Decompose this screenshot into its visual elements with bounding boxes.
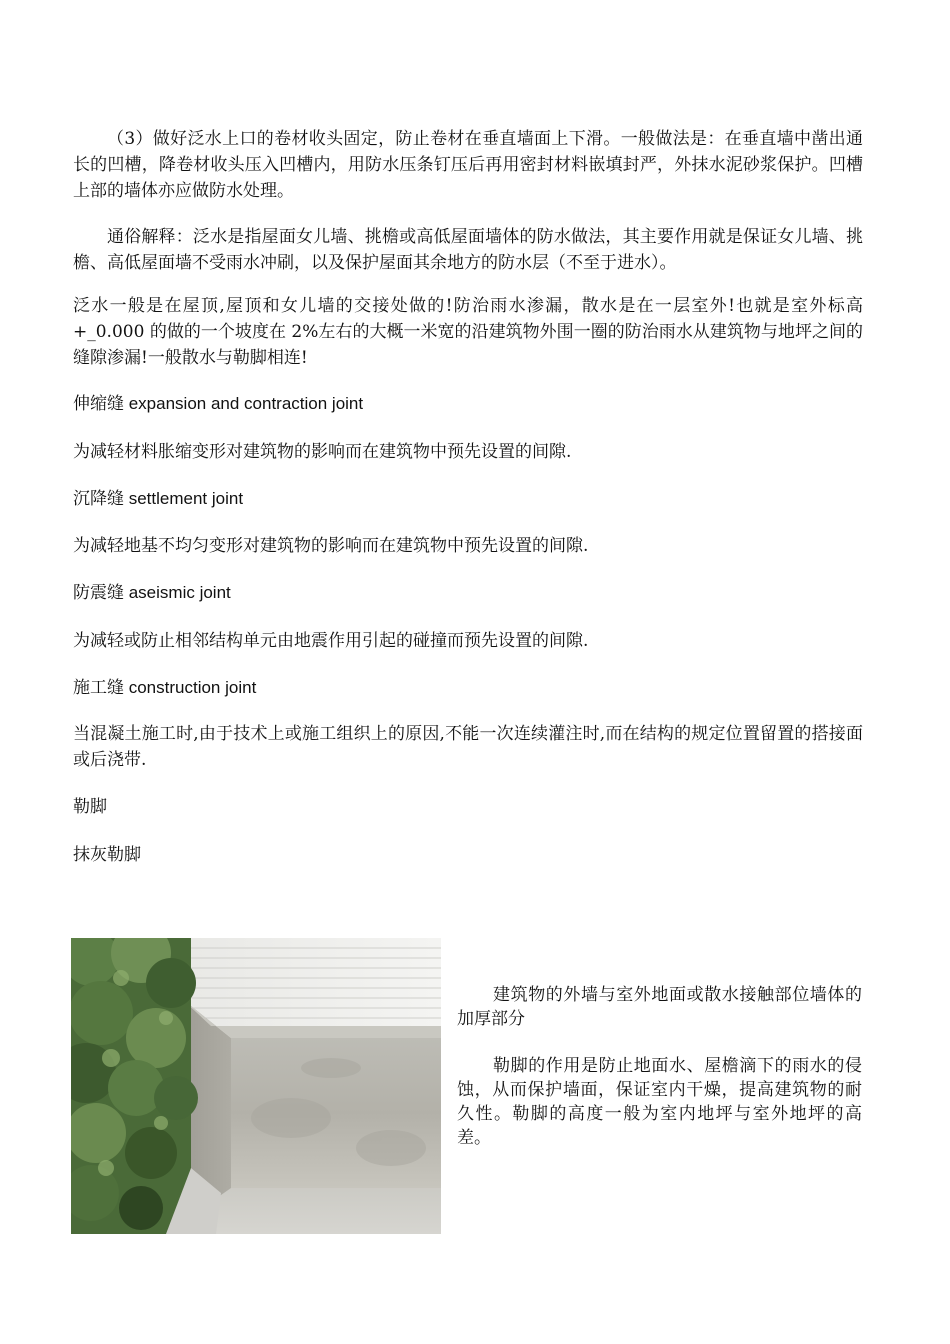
- plinth-function: 勒脚的作用是防止地面水、屋檐滴下的雨水的侵蚀，从而保护墙面，保证室内干燥，提高建筑物的耐久性。勒脚的高度一般为室内地坪与室外地坪的高差。: [457, 1056, 862, 1148]
- definition-settlement-joint: 为减轻地基不均匀变形对建筑物的影响而在建筑物中预先设置的间隙.: [73, 536, 589, 556]
- plinth-photo: [71, 938, 441, 1234]
- heading-plastered-plinth: 抹灰勒脚: [73, 845, 141, 864]
- definition-expansion-joint: 为减轻材料胀缩变形对建筑物的影响而在建筑物中预先设置的间隙.: [73, 442, 572, 462]
- heading-settlement-joint: 沉降缝 settlement joint: [73, 489, 244, 508]
- paragraph-flashing-detail: （3）做好泛水上口的卷材收头固定，防止卷材在垂直墙面上下滑。一般做法是：在垂直墙中凿出通长的凹槽，降卷材收头压入凹槽内，用防水压条钉压后再用密封材料嵌填封严，外抹水泥砂浆保护。凹槽上部的墙体亦应做防水处理。: [73, 129, 863, 201]
- heading-aseismic-joint: 防震缝 aseismic joint: [73, 583, 231, 602]
- heading-expansion-joint: 伸缩缝 expansion and contraction joint: [73, 394, 364, 413]
- plinth-definition: 建筑物的外墙与室外地面或散水接触部位墙体的加厚部分: [457, 985, 862, 1029]
- definition-aseismic-joint: 为减轻或防止相邻结构单元由地震作用引起的碰撞而预先设置的间隙.: [73, 631, 589, 651]
- paragraph-flashing-apron: 泛水一般是在屋顶,屋顶和女儿墙的交接处做的!防治雨水渗漏，散水是在一层室外!也就是室外标高+_0.000 的做的一个坡度在 2%左右的大概一米宽的沿建筑物外围一圈的防治雨水从建筑物与地坪之间的缝隙渗漏!一般散水与勒脚相连!: [73, 296, 863, 368]
- definition-construction-joint: 当混凝土施工时,由于技术上或施工组织上的原因,不能一次连续灌注时,而在结构的规定位置留置的搭接面或后浇带.: [73, 724, 863, 770]
- paragraph-flashing-explanation: 通俗解释：泛水是指屋面女儿墙、挑檐或高低屋面墙体的防水做法，其主要作用就是保证女儿墙、挑檐、高低屋面墙不受雨水冲刷，以及保护屋面其余地方的防水层（不至于进水）。: [73, 227, 863, 273]
- heading-construction-joint: 施工缝 construction joint: [73, 678, 257, 697]
- heading-plinth: 勒脚: [73, 797, 107, 816]
